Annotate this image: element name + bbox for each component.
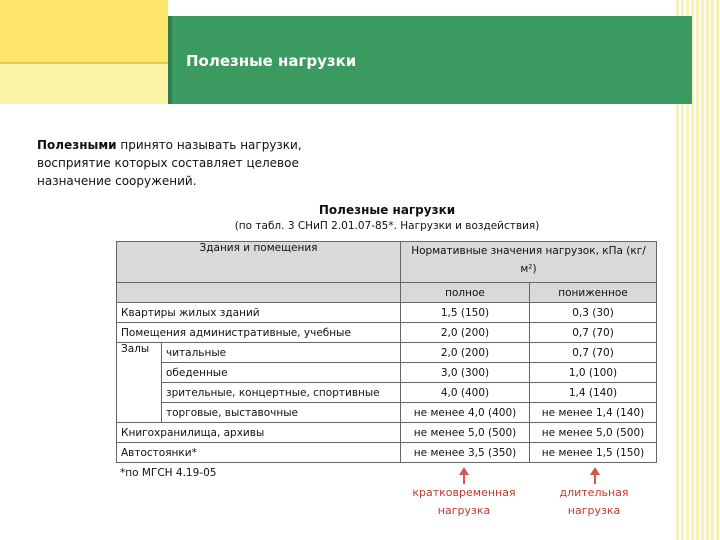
row-label: Квартиры жилых зданий <box>117 303 401 323</box>
row-reduced: 1,0 (100) <box>530 363 657 383</box>
row-label: читальные <box>162 343 401 363</box>
table-row <box>117 363 657 383</box>
row-full: не менее 3,5 (350) <box>401 443 530 463</box>
row-full: не менее 5,0 (500) <box>401 423 530 443</box>
row-full: 1,5 (150) <box>401 303 530 323</box>
page-title: Полезные нагрузки <box>186 52 357 70</box>
header-building: Здания и помещения <box>117 242 401 283</box>
footnote: *по МГСН 4.19-05 <box>120 467 217 479</box>
row-reduced: не менее 5,0 (500) <box>530 423 657 443</box>
table-title: Полезные нагрузки <box>318 203 456 217</box>
row-label: зрительные, концертные, спортивные <box>162 383 401 403</box>
row-label: обеденные <box>162 363 401 383</box>
row-full: 3,0 (300) <box>401 363 530 383</box>
caption-short-term: кратковременная нагрузка <box>412 486 516 517</box>
table-row <box>117 343 657 363</box>
table-row <box>117 383 657 403</box>
row-full: 4,0 (400) <box>401 383 530 403</box>
header-values: Нормативные значения нагрузок, кПа (кг/м²) <box>401 242 657 283</box>
header-spacer <box>117 283 401 303</box>
decor-yellow-block <box>0 0 168 62</box>
intro-paragraph <box>37 136 357 190</box>
loads-table <box>116 241 657 463</box>
row-label: Автостоянки* <box>117 443 401 463</box>
row-label: торговые, выставочные <box>162 403 401 423</box>
arrow-shaft <box>594 474 596 484</box>
table-row <box>117 423 657 443</box>
row-reduced: не менее 1,4 (140) <box>530 403 657 423</box>
row-full: 2,0 (200) <box>401 323 530 343</box>
row-label: Книгохранилища, архивы <box>117 423 401 443</box>
table-row <box>117 303 657 323</box>
table-row <box>117 323 657 343</box>
header-edge <box>168 16 172 104</box>
table-row <box>117 403 657 423</box>
caption-long-term: длительная нагрузка <box>559 486 629 517</box>
row-full: 2,0 (200) <box>401 343 530 363</box>
decor-divider <box>0 62 168 64</box>
row-label: Помещения административные, учебные <box>117 323 401 343</box>
row-reduced: 1,4 (140) <box>530 383 657 403</box>
header-full: полное <box>401 283 530 303</box>
row-reduced: 0,7 (70) <box>530 323 657 343</box>
row-reduced: не менее 1,5 (150) <box>530 443 657 463</box>
halls-label: Залы <box>117 343 162 423</box>
table-row <box>117 443 657 463</box>
intro-bold-word: Полезными <box>37 138 117 152</box>
table-subtitle: (по табл. 3 СНиП 2.01.07-85*. Нагрузки и воздействия) <box>234 220 540 232</box>
row-reduced: 0,7 (70) <box>530 343 657 363</box>
row-reduced: 0,3 (30) <box>530 303 657 323</box>
arrow-shaft <box>463 474 465 484</box>
header-reduced: пониженное <box>530 283 657 303</box>
intro-text: принято называть нагрузки, восприятие которых составляет целевое назначение сооружений. <box>37 138 302 188</box>
row-full: не менее 4,0 (400) <box>401 403 530 423</box>
